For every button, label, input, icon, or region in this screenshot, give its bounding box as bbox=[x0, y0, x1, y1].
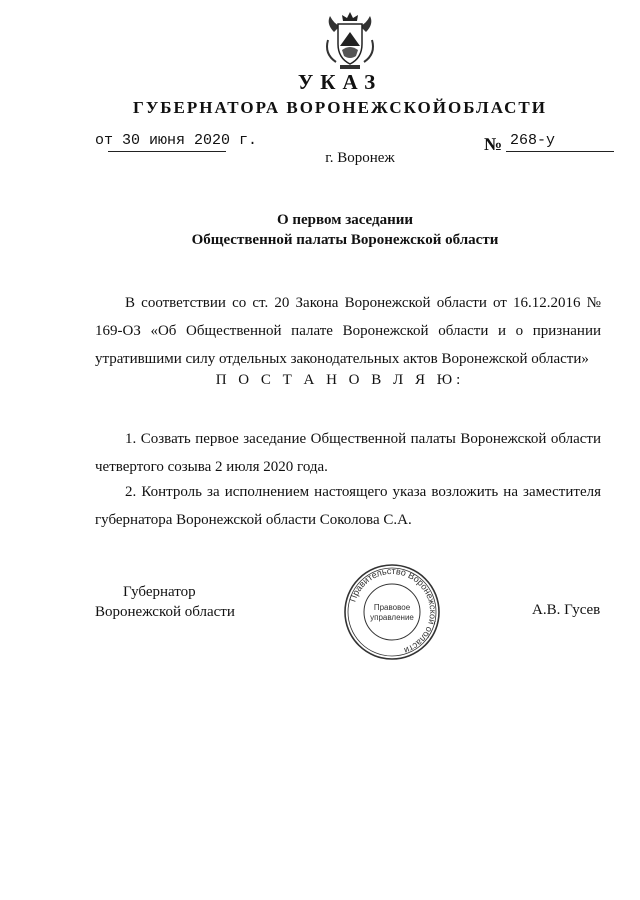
position-line-1: Губернатор bbox=[123, 584, 196, 600]
stamp-center-line-2: управление bbox=[370, 613, 414, 622]
signatory-position bbox=[95, 582, 235, 622]
item-2-paragraph: 2. Контроль за исполнением настоящего указа возложить на заместителя губернатора Воронежской области Соколова С.А. bbox=[95, 484, 601, 528]
document-title: УКАЗ bbox=[297, 70, 383, 94]
document-date: от 30 июня 2020 г. bbox=[95, 132, 258, 149]
coat-of-arms-icon bbox=[322, 10, 378, 72]
number-label: № bbox=[484, 134, 503, 154]
city: г. Воронеж bbox=[325, 150, 395, 166]
document-number: 268-у bbox=[510, 132, 556, 149]
document-subtitle: ГУБЕРНАТОРА ВОРОНЕЖСКОЙОБЛАСТИ bbox=[133, 98, 547, 117]
decree-word: П О С Т А Н О В Л Я Ю: bbox=[215, 372, 465, 388]
document-subject bbox=[0, 210, 640, 250]
stamp-ring-text: Правительство Воронежской области bbox=[347, 565, 439, 656]
preamble-paragraph: В соответствии со ст. 20 Закона Воронежской области от 16.12.2016 № 169-ОЗ «Об Общественной палате Воронежской области и о признании утратившими силу отдельных законодательных актов Воронежской области» bbox=[95, 295, 601, 367]
official-stamp bbox=[342, 562, 442, 662]
subject-line-1: О первом заседании bbox=[276, 212, 414, 228]
position-line-2: Воронежской области bbox=[95, 604, 235, 620]
item-1-paragraph: 1. Созвать первое заседание Общественной палаты Воронежской области четвертого созыва 2 июля 2020 года. bbox=[95, 431, 601, 475]
stamp-center-line-1: Правовое bbox=[373, 603, 411, 612]
signatory-name: А.В. Гусев bbox=[532, 602, 601, 618]
subject-line-2: Общественной палаты Воронежской области bbox=[191, 232, 499, 248]
